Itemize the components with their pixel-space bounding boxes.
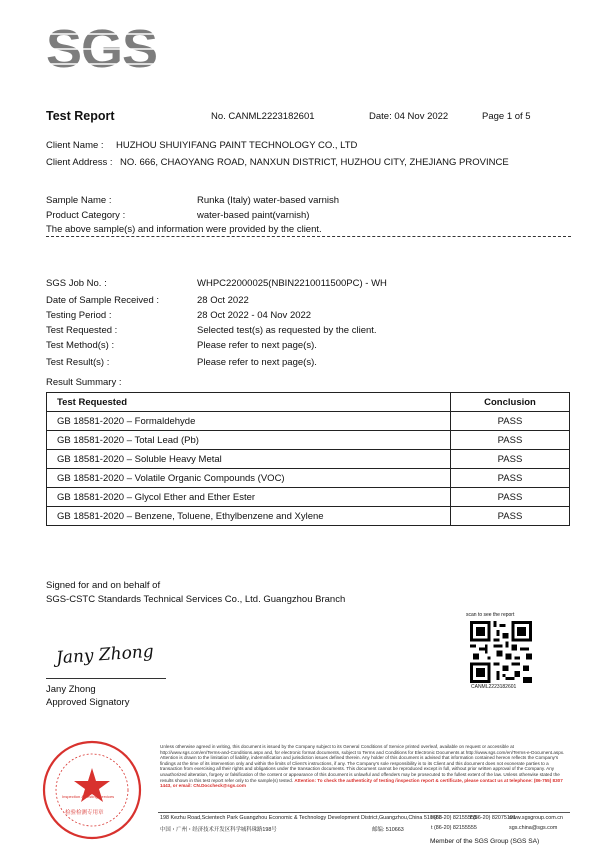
postcode-cn: 邮编: 510663 (372, 827, 404, 833)
sample-note: The above sample(s) and information were provided by the client. (46, 224, 322, 235)
table-header-row (47, 393, 570, 412)
row-test: GB 18581-2020 – Soluble Heavy Metal (47, 450, 451, 469)
row-test: GB 18581-2020 – Total Lead (Pb) (47, 431, 451, 450)
footer-divider (158, 812, 570, 813)
fine-print-text: Unless otherwise agreed in writing, this document is issued by the Company subject to its General Conditions of Service printed overleaf, available on request or accessible at http://www.sgs.com/en/Terms-and-Conditions.aspx and, for electronic format documents, subject to Terms and Conditions for Electronic Documents at http://www.sgs.com/en/Terms-e-Document.aspx. Attention is drawn to the limitation of liability, indemnification and jurisdiction issues defined therein. Any holder of this document is advised that information contained hereon reflects the Company's findings at the time of its intervention only and within the limits of Client's instructions, if any. The Company's sole responsibility is to its Client and this document does not exonerate parties to a transaction from exercising all their rights and obligations under the transaction documents. This document cannot be reproduced except in full, without prior written approval of the Company. Any unauthorized alteration, forgery or falsification of the content or appearance of this document is unlawful and offenders may be prosecuted to the fullest extent of the law. Unless otherwise stated the results shown in this test report refer only to the sample(s) tested. (160, 744, 565, 783)
result-summary-label: Result Summary : (46, 377, 122, 388)
authenticity-attention: Attention: To check the authenticity of testing /inspection report & certificate, please contact us at telephone: (86-755) 8307 1443, or email: CN.Doccheck@sgs.com (160, 777, 563, 789)
sample-name-label: Sample Name : (46, 195, 112, 206)
client-name-label: Client Name : (46, 140, 104, 151)
test-requested-label: Test Requested : (46, 325, 118, 336)
signed-line-2: SGS-CSTC Standards Technical Services Co., Ltd. Guangzhou Branch (46, 594, 346, 605)
report-date: Date: 04 Nov 2022 (369, 111, 449, 122)
signature-line (46, 678, 166, 679)
website-link[interactable]: www.sgsgroup.com.cn (509, 815, 563, 821)
handwritten-signature: Jany Zhong (55, 641, 155, 669)
phone-1: t (86-20) 82155555 (431, 815, 477, 821)
signatory-name: Jany Zhong (46, 684, 96, 695)
table-row (47, 431, 570, 450)
table-row (47, 507, 570, 526)
job-no-label: SGS Job No. : (46, 278, 107, 289)
email-link[interactable]: sgs.china@sgs.com (509, 825, 558, 831)
sgs-logo-lines (46, 20, 166, 80)
report-number: No. CANML2223182601 (211, 111, 315, 122)
qr-code[interactable] (470, 621, 532, 683)
sgs-logo (46, 20, 166, 80)
test-requested: Selected test(s) as requested by the client. (197, 325, 377, 336)
sgs-logo-text: SGS (46, 19, 158, 79)
row-test: GB 18581-2020 – Volatile Organic Compounds (VOC) (47, 469, 451, 488)
client-address-label: Client Address : (46, 157, 113, 168)
row-conclusion: PASS (451, 488, 570, 507)
col-conclusion: Conclusion (451, 393, 570, 412)
job-no: WHPC22000025(NBIN2210011500PC) - WH (197, 278, 387, 289)
client-address: NO. 666, CHAOYANG ROAD, NANXUN DISTRICT, HUZHOU CITY, ZHEJIANG PROVINCE (120, 157, 509, 168)
report-title: Test Report (46, 109, 115, 123)
row-conclusion: PASS (451, 412, 570, 431)
received-label: Date of Sample Received : (46, 295, 160, 306)
stamp-center-text: 检验检测专用章 (65, 810, 104, 816)
fax-1: f (86-20) 82075191 (470, 815, 516, 821)
received-date: 28 Oct 2022 (197, 295, 249, 306)
page-indicator: Page 1 of 5 (482, 111, 531, 122)
result-summary-table (46, 392, 570, 526)
test-result: Please refer to next page(s). (197, 357, 317, 368)
table-row (47, 469, 570, 488)
row-conclusion: PASS (451, 507, 570, 526)
row-conclusion: PASS (451, 450, 570, 469)
test-method-label: Test Method(s) : (46, 340, 115, 351)
phone-2: t (86-20) 82155555 (431, 825, 477, 831)
signed-line-1: Signed for and on behalf of (46, 580, 161, 591)
member-group-text: Member of the SGS Group (SGS SA) (430, 838, 540, 845)
qr-caption-bottom: CANML2223182601 (471, 684, 517, 690)
divider (46, 236, 571, 237)
address-en: 198 Kezhu Road,Scientech Park Guangzhou Economic & Technology Development District,Guangzhou,China 510663 (160, 815, 442, 821)
client-name: HUZHOU SHUIYIFANG PAINT TECHNOLOGY CO., LTD (116, 140, 358, 151)
product-category-label: Product Category : (46, 210, 126, 221)
testing-period-label: Testing Period : (46, 310, 112, 321)
product-category: water-based paint(varnish) (197, 210, 310, 221)
qr-caption-top: scan to see the report (466, 612, 515, 618)
test-method: Please refer to next page(s). (197, 340, 317, 351)
sample-name: Runka (Italy) water-based varnish (197, 195, 340, 206)
row-conclusion: PASS (451, 431, 570, 450)
address-cn: 中国・广州・经济技术开发区科学城科珠路198号 (160, 827, 277, 833)
terms-fine-print (160, 744, 570, 810)
row-test: GB 18581-2020 – Glycol Ether and Ether Ester (47, 488, 451, 507)
row-conclusion: PASS (451, 469, 570, 488)
table-row (47, 412, 570, 431)
testing-period: 28 Oct 2022 - 04 Nov 2022 (197, 310, 312, 321)
stamp-center-en: Inspection & Testing Services (62, 794, 115, 799)
row-test: GB 18581-2020 – Benzene, Toluene, Ethylbenzene and Xylene (47, 507, 451, 526)
inspection-stamp (40, 738, 144, 842)
row-test: GB 18581-2020 – Formaldehyde (47, 412, 451, 431)
col-test-requested: Test Requested (47, 393, 451, 412)
signatory-title: Approved Signatory (46, 697, 130, 708)
table-row (47, 488, 570, 507)
test-result-label: Test Result(s) : (46, 357, 110, 368)
table-row (47, 450, 570, 469)
